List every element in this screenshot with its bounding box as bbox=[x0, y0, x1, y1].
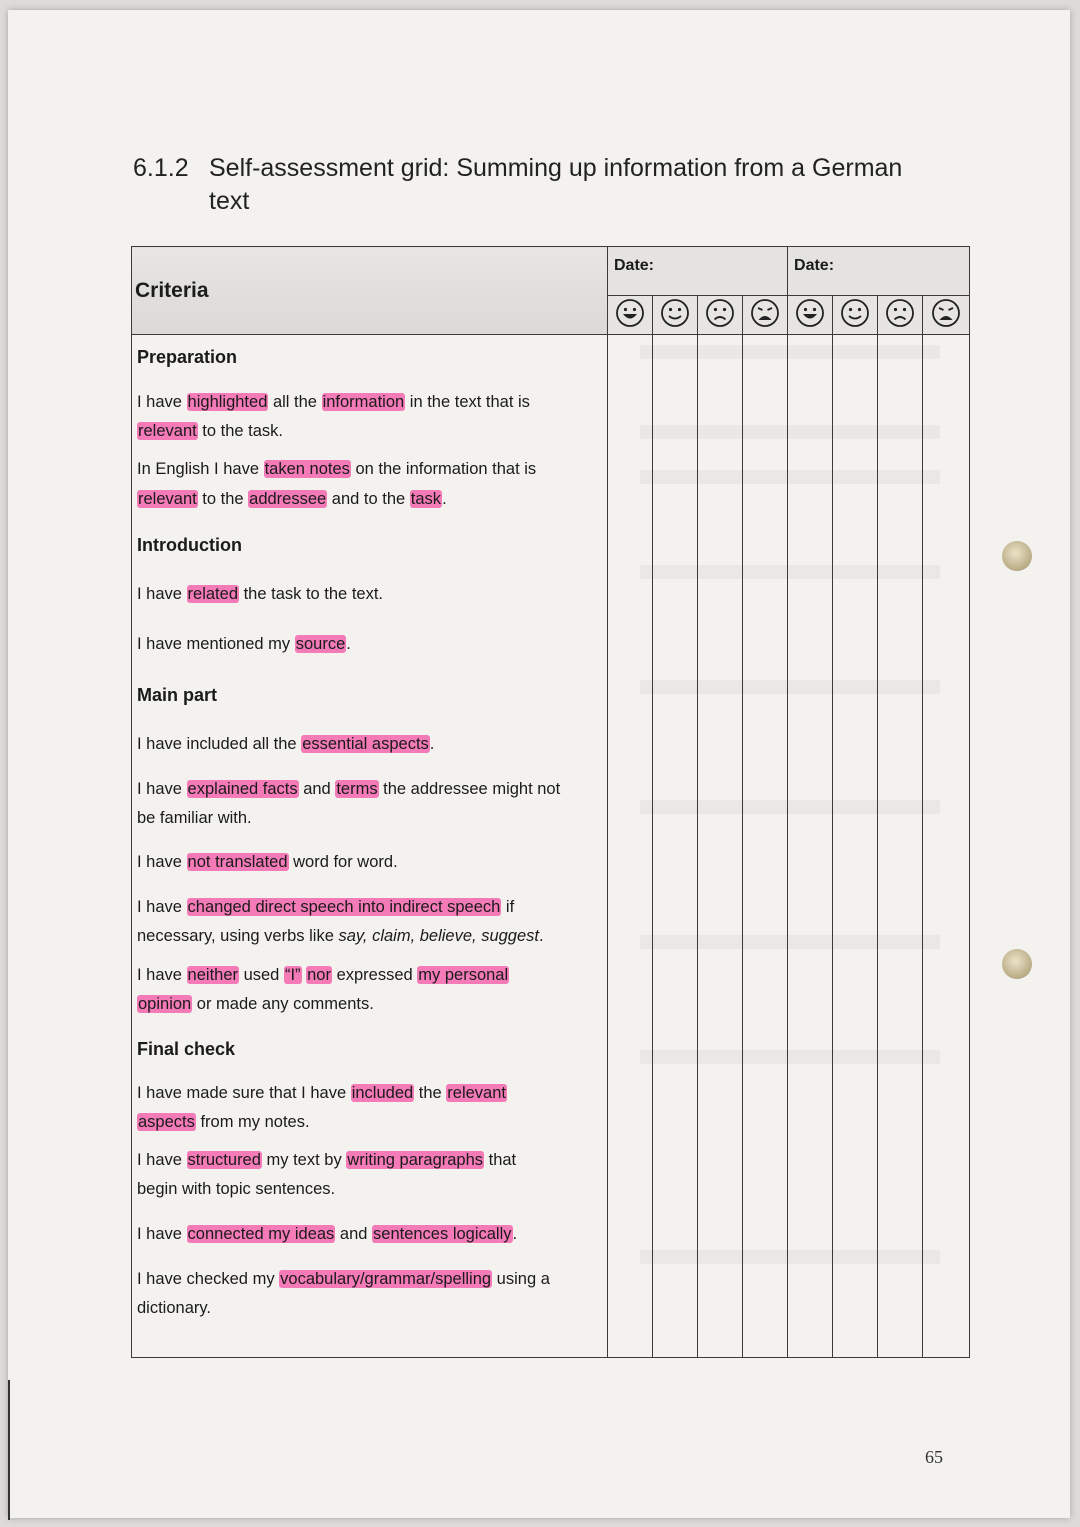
date-field-2[interactable]: Date: bbox=[788, 247, 970, 296]
highlighted-text: relevant bbox=[138, 490, 197, 508]
section-heading-introduction: Introduction bbox=[137, 535, 242, 555]
criterion-line: begin with topic sentences. bbox=[137, 1180, 336, 1198]
criterion-line: I have changed direct speech into indirect speech if bbox=[137, 898, 515, 916]
criterion-line: I have checked my vocabulary/grammar/spelling using a bbox=[137, 1270, 550, 1288]
highlighted-text: information bbox=[322, 393, 405, 411]
section-heading-main-part: Main part bbox=[137, 685, 218, 705]
rating-column[interactable] bbox=[743, 335, 788, 1358]
criterion-line: I have included all the essential aspects. bbox=[137, 735, 435, 753]
crying-face-icon bbox=[931, 298, 961, 328]
highlighted-text: related bbox=[187, 585, 238, 603]
criterion-line: I have mentioned my source. bbox=[137, 635, 351, 653]
criterion-line: I have highlighted all the information in the text that is bbox=[137, 393, 530, 411]
highlighted-text: my personal bbox=[418, 966, 509, 984]
heading-number: 6.1.2 bbox=[133, 154, 189, 182]
rating-column[interactable] bbox=[698, 335, 743, 1358]
highlighted-text: sentences logically bbox=[373, 1225, 512, 1243]
criterion-line: I have related the task to the text. bbox=[137, 585, 383, 603]
punch-hole bbox=[1002, 949, 1032, 979]
highlighted-text: “I” bbox=[284, 966, 301, 984]
highlighted-text: structured bbox=[187, 1151, 261, 1169]
criterion-line: relevant to the task. bbox=[138, 422, 283, 440]
highlighted-text: not translated bbox=[187, 853, 288, 871]
section-heading-final-check: Final check bbox=[137, 1039, 236, 1059]
highlighted-text: explained facts bbox=[187, 780, 298, 798]
punch-hole bbox=[1002, 541, 1032, 571]
highlighted-text: addressee bbox=[249, 490, 327, 508]
criterion-line: opinion or made any comments. bbox=[138, 995, 374, 1013]
highlighted-text: task bbox=[410, 490, 442, 508]
highlighted-text: nor bbox=[307, 966, 331, 984]
grinning-face-icon bbox=[615, 298, 645, 328]
highlighted-text: neither bbox=[187, 966, 238, 984]
highlighted-text: connected my ideas bbox=[187, 1225, 335, 1243]
smiling-face-icon bbox=[840, 298, 870, 328]
self-assessment-grid bbox=[131, 246, 970, 1358]
highlighted-text: aspects bbox=[138, 1113, 195, 1131]
criterion-line: I have neither used “I” nor expressed my personal bbox=[137, 966, 509, 984]
section-heading-preparation: Preparation bbox=[137, 347, 238, 367]
rating-column[interactable] bbox=[788, 335, 833, 1358]
highlighted-text: terms bbox=[336, 780, 378, 798]
criterion-line: necessary, using verbs like say, claim, believe, suggest. bbox=[137, 927, 544, 945]
smiling-face-icon bbox=[660, 298, 690, 328]
highlighted-text: relevant bbox=[138, 422, 197, 440]
criterion-line: relevant to the addressee and to the task. bbox=[138, 490, 447, 508]
page-number: 65 bbox=[925, 1447, 943, 1467]
crying-face-icon bbox=[750, 298, 780, 328]
rating-column[interactable] bbox=[608, 335, 653, 1358]
frowning-face-icon bbox=[705, 298, 735, 328]
highlighted-text: source bbox=[295, 635, 346, 653]
criterion-line: aspects from my notes. bbox=[138, 1113, 310, 1131]
criteria-list bbox=[132, 335, 608, 1358]
highlighted-text: writing paragraphs bbox=[347, 1151, 484, 1169]
highlighted-text: changed direct speech into indirect speech bbox=[187, 898, 501, 916]
criteria-header: Criteria bbox=[132, 247, 608, 335]
rating-column[interactable] bbox=[833, 335, 878, 1358]
rating-column[interactable] bbox=[878, 335, 923, 1358]
highlighted-text: taken notes bbox=[264, 460, 350, 478]
criterion-line: I have connected my ideas and sentences logically. bbox=[137, 1225, 518, 1243]
criterion-line: I have made sure that I have included the relevant bbox=[137, 1084, 506, 1102]
page-edge-shadow bbox=[8, 1380, 10, 1520]
highlighted-text: opinion bbox=[138, 995, 192, 1013]
criterion-line: I have structured my text by writing paragraphs that bbox=[137, 1151, 517, 1169]
highlighted-text: included bbox=[351, 1084, 414, 1102]
criterion-line: dictionary. bbox=[137, 1299, 211, 1317]
rating-column[interactable] bbox=[653, 335, 698, 1358]
criterion-line: be familiar with. bbox=[137, 809, 252, 827]
grinning-face-icon bbox=[795, 298, 825, 328]
heading-text: Self-assessment grid: Summing up information from a German text bbox=[209, 154, 903, 215]
highlighted-text: vocabulary/grammar/spelling bbox=[280, 1270, 492, 1288]
highlighted-text: highlighted bbox=[187, 393, 268, 411]
highlighted-text: relevant bbox=[447, 1084, 506, 1102]
frowning-face-icon bbox=[885, 298, 915, 328]
criterion-line: I have not translated word for word. bbox=[137, 853, 398, 871]
rating-column[interactable] bbox=[923, 335, 970, 1358]
date-field-1[interactable]: Date: bbox=[608, 247, 788, 296]
criterion-line: I have explained facts and terms the addressee might not bbox=[137, 780, 561, 798]
criterion-line: In English I have taken notes on the information that is bbox=[137, 460, 537, 478]
highlighted-text: essential aspects bbox=[302, 735, 429, 753]
